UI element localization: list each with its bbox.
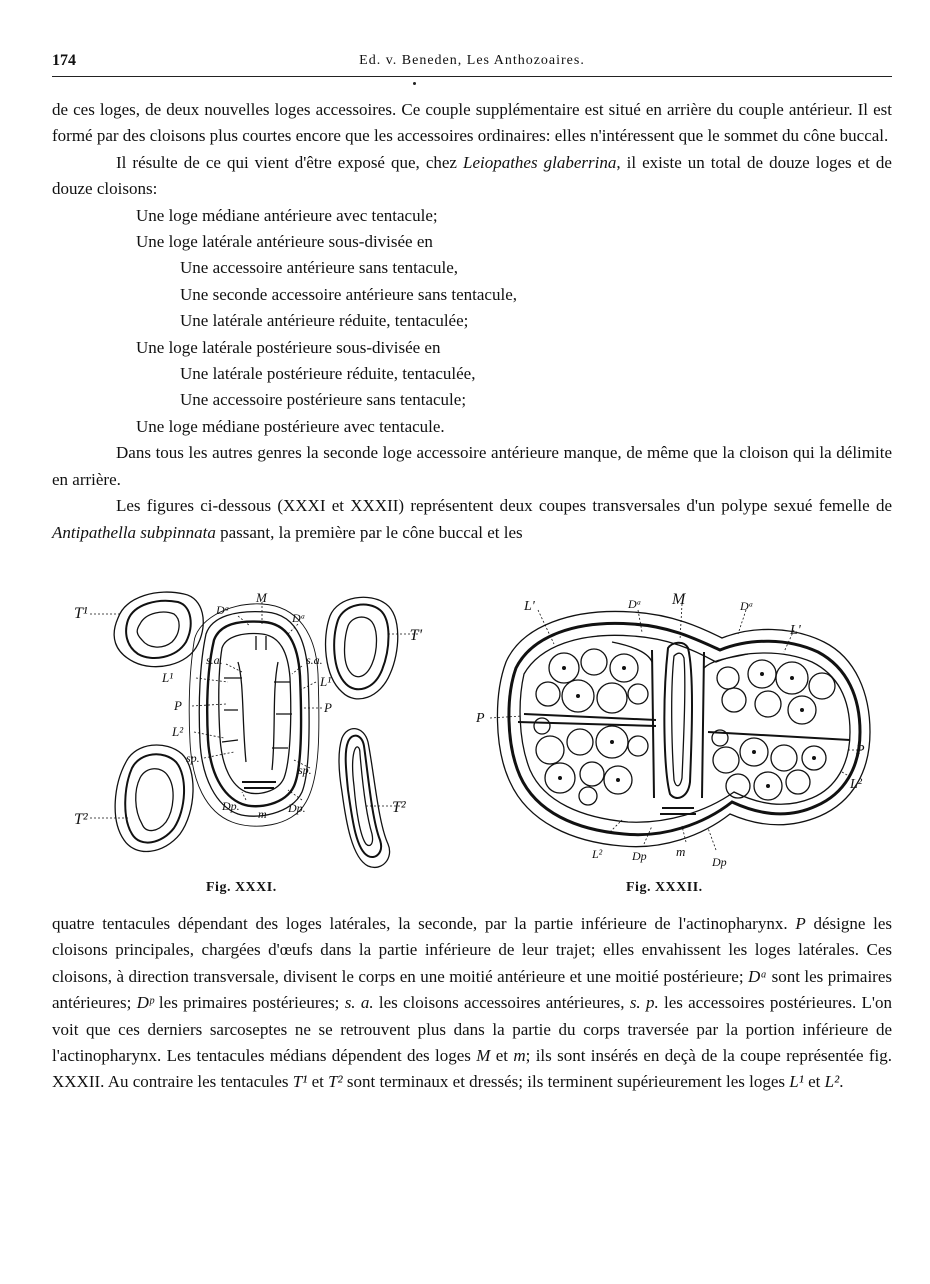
list-item: Une loge médiane antérieure avec tentacule; (136, 205, 438, 225)
p4-text-a: Les figures ci-dessous (XXXI et XXXII) représentent deux coupes transversales d'un polype sexué femelle de (116, 496, 892, 516)
label-sp-right: sp. (298, 763, 312, 777)
paragraph-2 (52, 150, 892, 203)
figure-31-drawing (66, 582, 426, 882)
figure-32 (472, 582, 888, 882)
list-item: Une accessoire postérieure sans tentacule; (180, 390, 467, 410)
list-item: Une loge médiane postérieure avec tentacule. (136, 416, 445, 436)
p4-text-b: passant, la première par le cône buccal et les (215, 522, 523, 542)
p2-text-b: , il existe un total de douze loges et de douze cloisons: (52, 152, 892, 199)
label-M: M (256, 590, 267, 605)
label-m: m (258, 807, 267, 821)
label-M: M (672, 591, 686, 608)
figure-31 (66, 582, 426, 882)
label-L1-right: L' (790, 623, 801, 638)
label-sp-left: sp. (186, 751, 200, 765)
label-Da-left: Dᵃ (216, 603, 230, 617)
label-P-right: P (856, 743, 865, 758)
list-item: Une loge latérale antérieure sous-divisée en (136, 232, 433, 252)
label-L2: L² (172, 724, 184, 739)
label-P-left: P (174, 698, 182, 713)
list-item: Une seconde accessoire antérieure sans tentacule, (180, 284, 517, 304)
label-P-right: P (324, 700, 332, 715)
label-Dp-left: Dp. (222, 799, 240, 813)
label-P-left: P (476, 711, 485, 726)
header-dot (413, 82, 416, 85)
figure-32-drawing (472, 582, 888, 882)
page-header (52, 52, 892, 74)
body-text-bottom (52, 911, 892, 1096)
label-L2-bottom: L² (592, 847, 603, 861)
label-L1-right: L¹ (320, 674, 332, 689)
list-item: Une loge latérale postérieure sous-divisée en (136, 337, 441, 357)
list-item: Une latérale postérieure réduite, tentaculée, (180, 364, 476, 384)
label-sa-left: s.a. (206, 653, 223, 667)
species-name-1: Leiopathes glaberrina (462, 152, 617, 172)
label-Da-left: Dᵃ (628, 597, 642, 611)
p2-text-a: Il résulte de ce qui vient d'être exposé que, chez (116, 152, 463, 172)
paragraph-1: de ces loges, de deux nouvelles loges accessoires. Ce couple supplémentaire est situé en arrière du couple antérieur. Il est formé par des cloisons plus courtes encore que les accessoires ordinaires: elles n'intéressent que le sommet du cône buccal. (52, 100, 892, 146)
list-item: Une accessoire antérieure sans tentacule, (180, 258, 458, 278)
running-head: Ed. v. Beneden, Les Anthozoaires. (359, 53, 585, 68)
label-T2-left: T² (74, 811, 88, 828)
label-T2-right: T² (392, 799, 406, 816)
loge-list (52, 203, 892, 441)
page-number: 174 (52, 52, 76, 69)
paragraph-4 (52, 493, 892, 546)
label-L1-left: L' (524, 599, 535, 614)
figure-31-caption: Fig. XXXI. (206, 880, 277, 895)
paragraph-5: quatre tentacules dépendant des loges latérales, la seconde, par la partie inférieure de l'actinopharynx. P désigne les cloisons principales, chargées d'œufs dans la partie inférieure de leur trajet; elles envahissent les loges latérales. Ces cloisons, à direction transversale, divisent le corps en une moitié antérieure et une moitié postérieure; Dᵃ sont les primaires antérieures; Dᵖ les primaires postérieures; s. a. les cloisons accessoires antérieures, s. p. les accessoires postérieures. L'on voit que ces derniers sarcoseptes ne se retrouvent plus dans la partie du corps traversée par la portion inférieure de l'actinopharynx. Les tentacules médians dépendent des loges M et m; ils sont insérés en deçà de la coupe représentée fig. XXXII. Au contraire les tentacules T¹ et T² sont terminaux et dressés; ils terminent supérieurement les loges L¹ et L². (52, 914, 892, 1092)
label-T1-left: T¹ (74, 605, 88, 622)
label-T1-right: T' (409, 627, 422, 644)
label-Dp-right: Dp. (288, 801, 306, 815)
label-Da-right: Dᵃ (292, 611, 306, 625)
header-rule (52, 76, 892, 77)
label-m: m (676, 844, 686, 859)
body-text-top (52, 97, 892, 546)
label-Da-right: Dᵃ (740, 599, 754, 613)
label-Dp-left: Dp (632, 849, 647, 863)
label-L2-right: L² (850, 777, 862, 792)
label-sa-right: s.a. (306, 653, 323, 667)
label-Dp-right: Dp (712, 855, 727, 869)
figure-32-caption: Fig. XXXII. (626, 880, 703, 895)
list-item: Une latérale antérieure réduite, tentaculée; (180, 311, 469, 331)
paragraph-3: Dans tous les autres genres la seconde loge accessoire antérieure manque, de même que la cloison qui la délimite en arrière. (52, 443, 892, 489)
label-L1-left: L¹ (162, 670, 174, 685)
species-name-2: Antipathella subpinnata (52, 522, 216, 542)
